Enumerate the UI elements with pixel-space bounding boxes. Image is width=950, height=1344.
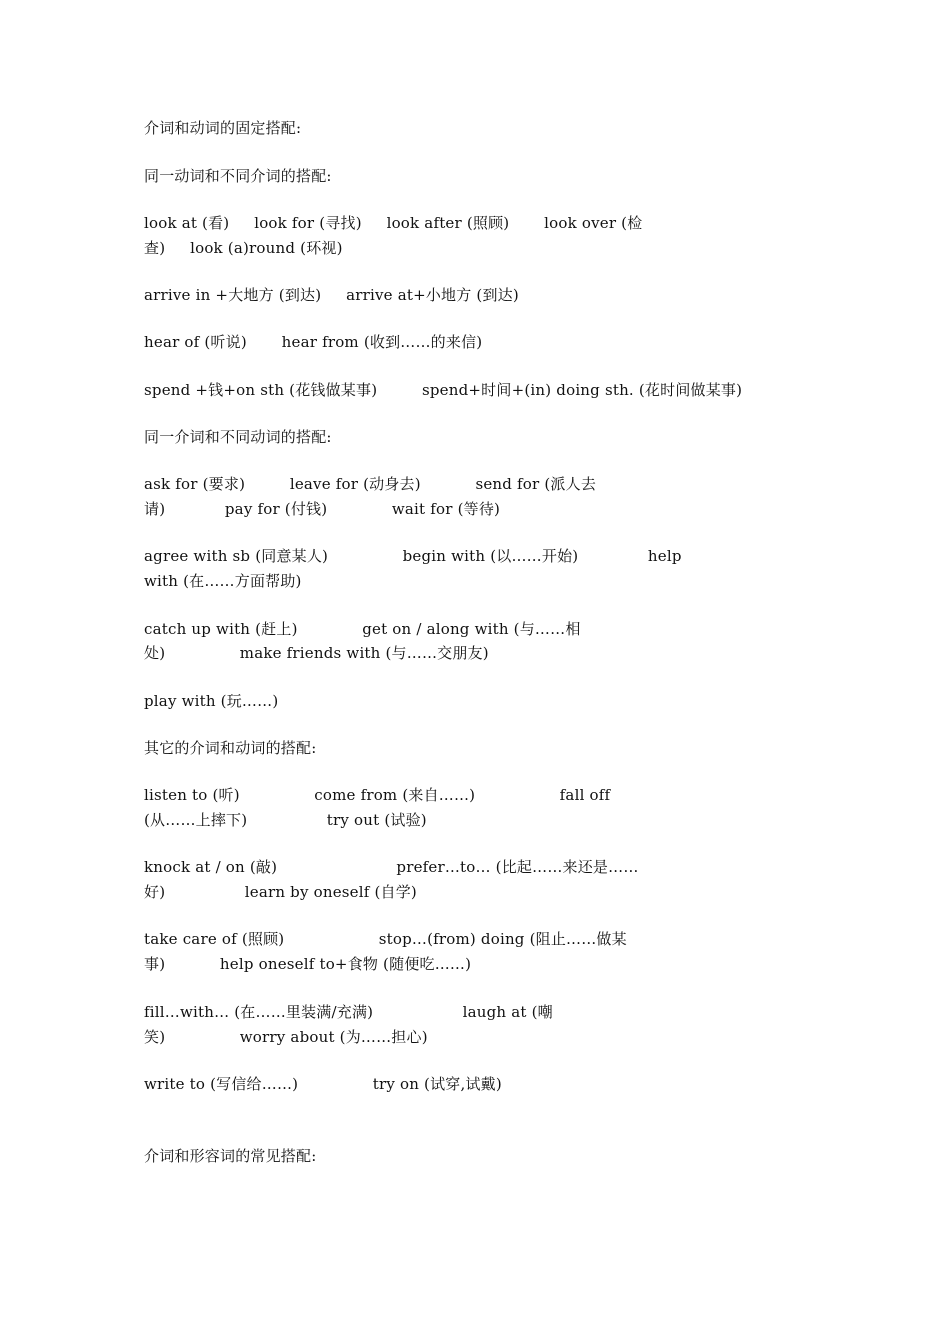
text-line: listen to (听) come from (来自……) fall off xyxy=(144,786,611,804)
text-line: (从……上摔下) try out (试验) xyxy=(144,811,427,829)
text-line: fill…with… (在……里装满/充满) laugh at (嘲 xyxy=(144,1003,553,1021)
text-line: knock at / on (敲) prefer…to… (比起……来还是…… xyxy=(144,858,639,876)
text-line: take care of (照顾) stop…(from) doing (阻止……做某 xyxy=(144,930,627,948)
text-line: 处) make friends with (与……交朋友) xyxy=(144,644,489,662)
text-line: 笑) worry about (为……担心) xyxy=(144,1028,428,1046)
text-line: play with (玩……) xyxy=(144,692,279,710)
text-line: spend +钱+on sth (花钱做某事) spend+时间+(in) doing sth. (花时间做某事) xyxy=(144,381,743,399)
text-line: look at (看) look for (寻找) look after (照顾) look over (检 xyxy=(144,214,643,232)
text-line: 查) look (a)round (环视) xyxy=(144,239,343,257)
text-line: arrive in +大地方 (到达) arrive at+小地方 (到达) xyxy=(144,286,519,304)
text-line: catch up with (赶上) get on / along with (与……相 xyxy=(144,620,581,638)
subheading-same-preposition: 同一介词和不同动词的搭配: xyxy=(144,428,332,446)
text-line: 好) learn by oneself (自学) xyxy=(144,883,417,901)
text-line: write to (写信给……) try on (试穿,试戴) xyxy=(144,1075,502,1093)
text-line: agree with sb (同意某人) begin with (以……开始) help xyxy=(144,547,682,565)
text-line: with (在……方面帮助) xyxy=(144,572,302,590)
text-line: ask for (要求) leave for (动身去) send for (派人去 xyxy=(144,475,597,493)
text-line: hear of (听说) hear from (收到……的来信) xyxy=(144,333,483,351)
heading-preposition-adjective: 介词和形容词的常见搭配: xyxy=(144,1147,317,1165)
text-line: 请) pay for (付钱) wait for (等待) xyxy=(144,500,501,518)
subheading-other: 其它的介词和动词的搭配: xyxy=(144,739,317,757)
heading-verb-preposition: 介词和动词的固定搭配: xyxy=(144,119,302,137)
text-line: 事) help oneself to+食物 (随便吃……) xyxy=(144,955,472,973)
subheading-same-verb: 同一动词和不同介词的搭配: xyxy=(144,167,332,185)
